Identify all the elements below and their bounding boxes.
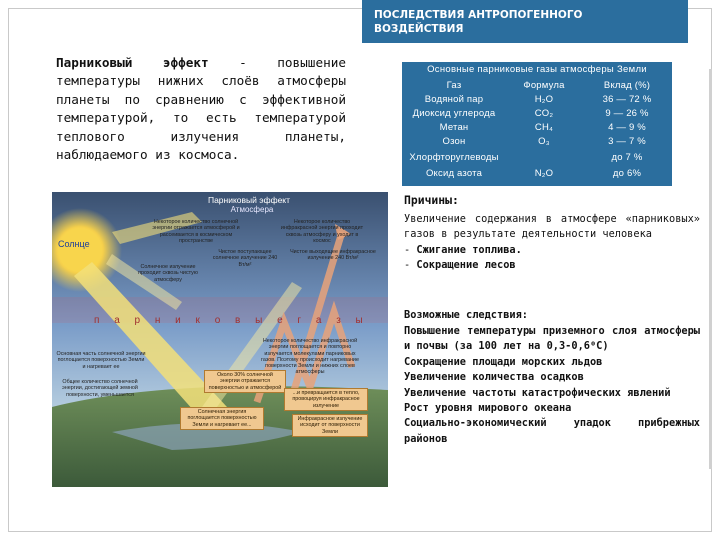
- diagram-subtitle: Атмосфера: [230, 205, 274, 214]
- table-row: [402, 148, 672, 166]
- greenhouse-effect-diagram: [52, 192, 388, 487]
- diagram-title: Парниковый эффект: [207, 195, 291, 205]
- label-heated: ...и превращается в тепло, провоцируя инфракрасное излучение: [284, 388, 368, 411]
- slide-title-line1: ПОСЛЕДСТВИЯ АНТРОПОГЕННОГО: [374, 9, 583, 21]
- cell-formula: CH₄: [534, 121, 554, 133]
- cell-share: 36 — 72 %: [602, 93, 652, 105]
- cell-gas: Хлорфторуглеводы: [409, 151, 499, 163]
- cell-gas: Метан: [439, 121, 469, 133]
- label-left-mid: Основная часть солнечной энергии поглощается поверхностью Земли и нагревает ее: [56, 351, 146, 370]
- table-row: [402, 92, 672, 106]
- header-gas: Газ: [446, 79, 462, 91]
- greenhouse-gas-table: [402, 62, 672, 186]
- label-top-right: Некоторое количество инфракрасной энергии проходит сквозь атмосферу и уходит в космос: [280, 219, 364, 244]
- list-item: - Сжигание топлива.: [404, 243, 700, 258]
- list-item: Рост уровня мирового океана: [404, 402, 572, 415]
- cell-formula: [506, 148, 582, 166]
- label-incoming-flux: Чистое поступающее солнечное излучение 240 Вт/м²: [212, 249, 278, 268]
- label-outgoing: Чистое выходящее инфракрасное излучение 240 Вт/м²: [290, 249, 376, 262]
- label-reflected: Около 30% солнечной энергии отражается поверхностью и атмосферой: [204, 370, 286, 393]
- cell-formula: H₂O: [534, 93, 554, 105]
- cell-formula: N₂O: [534, 167, 554, 179]
- causes-section: [404, 212, 700, 274]
- list-item: - Сокращение лесов: [404, 258, 700, 273]
- gas-data-table: [402, 78, 672, 180]
- cell-share: до 6%: [612, 167, 642, 179]
- cell-gas: Диоксид углерода: [412, 107, 496, 119]
- cell-share: 9 — 26 %: [605, 107, 649, 119]
- table-row: [402, 166, 672, 180]
- slide-title: [374, 8, 674, 36]
- cell-gas: Оксид азота: [425, 167, 483, 179]
- list-item: Социально-экономический упадок прибрежных районов: [404, 417, 700, 445]
- header-formula: Формула: [523, 79, 565, 91]
- causes-text: Увеличение содержания в атмосфере «парниковых» газов в результате деятельности человека: [404, 213, 700, 241]
- table-row: [402, 134, 672, 148]
- causes-heading: Причины:: [404, 193, 459, 207]
- cell-gas: Озон: [442, 135, 466, 147]
- cell-gas: Водяной пар: [424, 93, 484, 105]
- header-share: Вклад (%): [603, 79, 651, 91]
- label-top-left: Некоторое количество солнечной энергии отражается атмосферой и рассеивается в космическом пространстве: [152, 219, 240, 244]
- table-caption: Основные парниковые газы атмосферы Земли: [427, 64, 647, 75]
- greenhouse-gases-label: п а р н и к о в ы е г а з ы: [94, 315, 369, 326]
- table-header-row: [402, 78, 672, 92]
- label-absorbed: Солнечная энергия поглощается поверхностью Земли и нагревает ее...: [180, 407, 264, 430]
- cell-share: 3 — 7 %: [608, 135, 646, 147]
- consequences-list: [404, 324, 700, 447]
- title-banner: [362, 0, 688, 43]
- cell-share: до 7 %: [611, 151, 643, 163]
- definition-term: Парниковый эффект: [56, 55, 209, 70]
- cell-share: 4 — 9 %: [608, 121, 646, 133]
- list-item: Сокращение площади морских льдов: [404, 355, 603, 368]
- definition-text: - повышение температуры нижних слоёв атмосферы планеты по сравнению с эффективной температурой, то есть температурой теплового излучения планеты, наблюдаемого из космоса.: [56, 55, 346, 163]
- label-left-low: Общее количество солнечной энергии, достигающей земной поверхности, уменьшается: [62, 379, 138, 398]
- cell-formula: O₃: [538, 135, 550, 147]
- label-reemission: Некоторое количество инфракрасной энергии поглощается и повторно излучается молекулами парниковых газов. Поэтому происходит нагревание поверхности Земли и нижних слоев атмосферы: [261, 338, 359, 376]
- causes-list: [404, 243, 700, 274]
- cell-formula: CO₂: [534, 107, 554, 119]
- sun-disc: [58, 228, 102, 272]
- slide-title-line2: ВОЗДЕЙСТВИЯ: [374, 23, 464, 35]
- sun-label: Солнце: [58, 239, 90, 249]
- label-infrared: Инфракрасное излучение исходит от поверхности Земли: [292, 414, 368, 437]
- definition-paragraph: [56, 54, 346, 164]
- list-item: Повышение температуры приземного слоя атмосферы и почвы (за 100 лет на 0,3-0,6⁰С): [404, 325, 700, 353]
- list-item: Увеличение количества осадков: [404, 371, 584, 384]
- table-row: [402, 106, 672, 120]
- consequences-heading: Возможные следствия:: [404, 309, 528, 321]
- table-row: [402, 120, 672, 134]
- label-transmitted: Солнечное излучение проходит сквозь чистую атмосферу: [138, 264, 198, 283]
- list-item: Увеличение частоты катастрофических явлений: [404, 386, 671, 399]
